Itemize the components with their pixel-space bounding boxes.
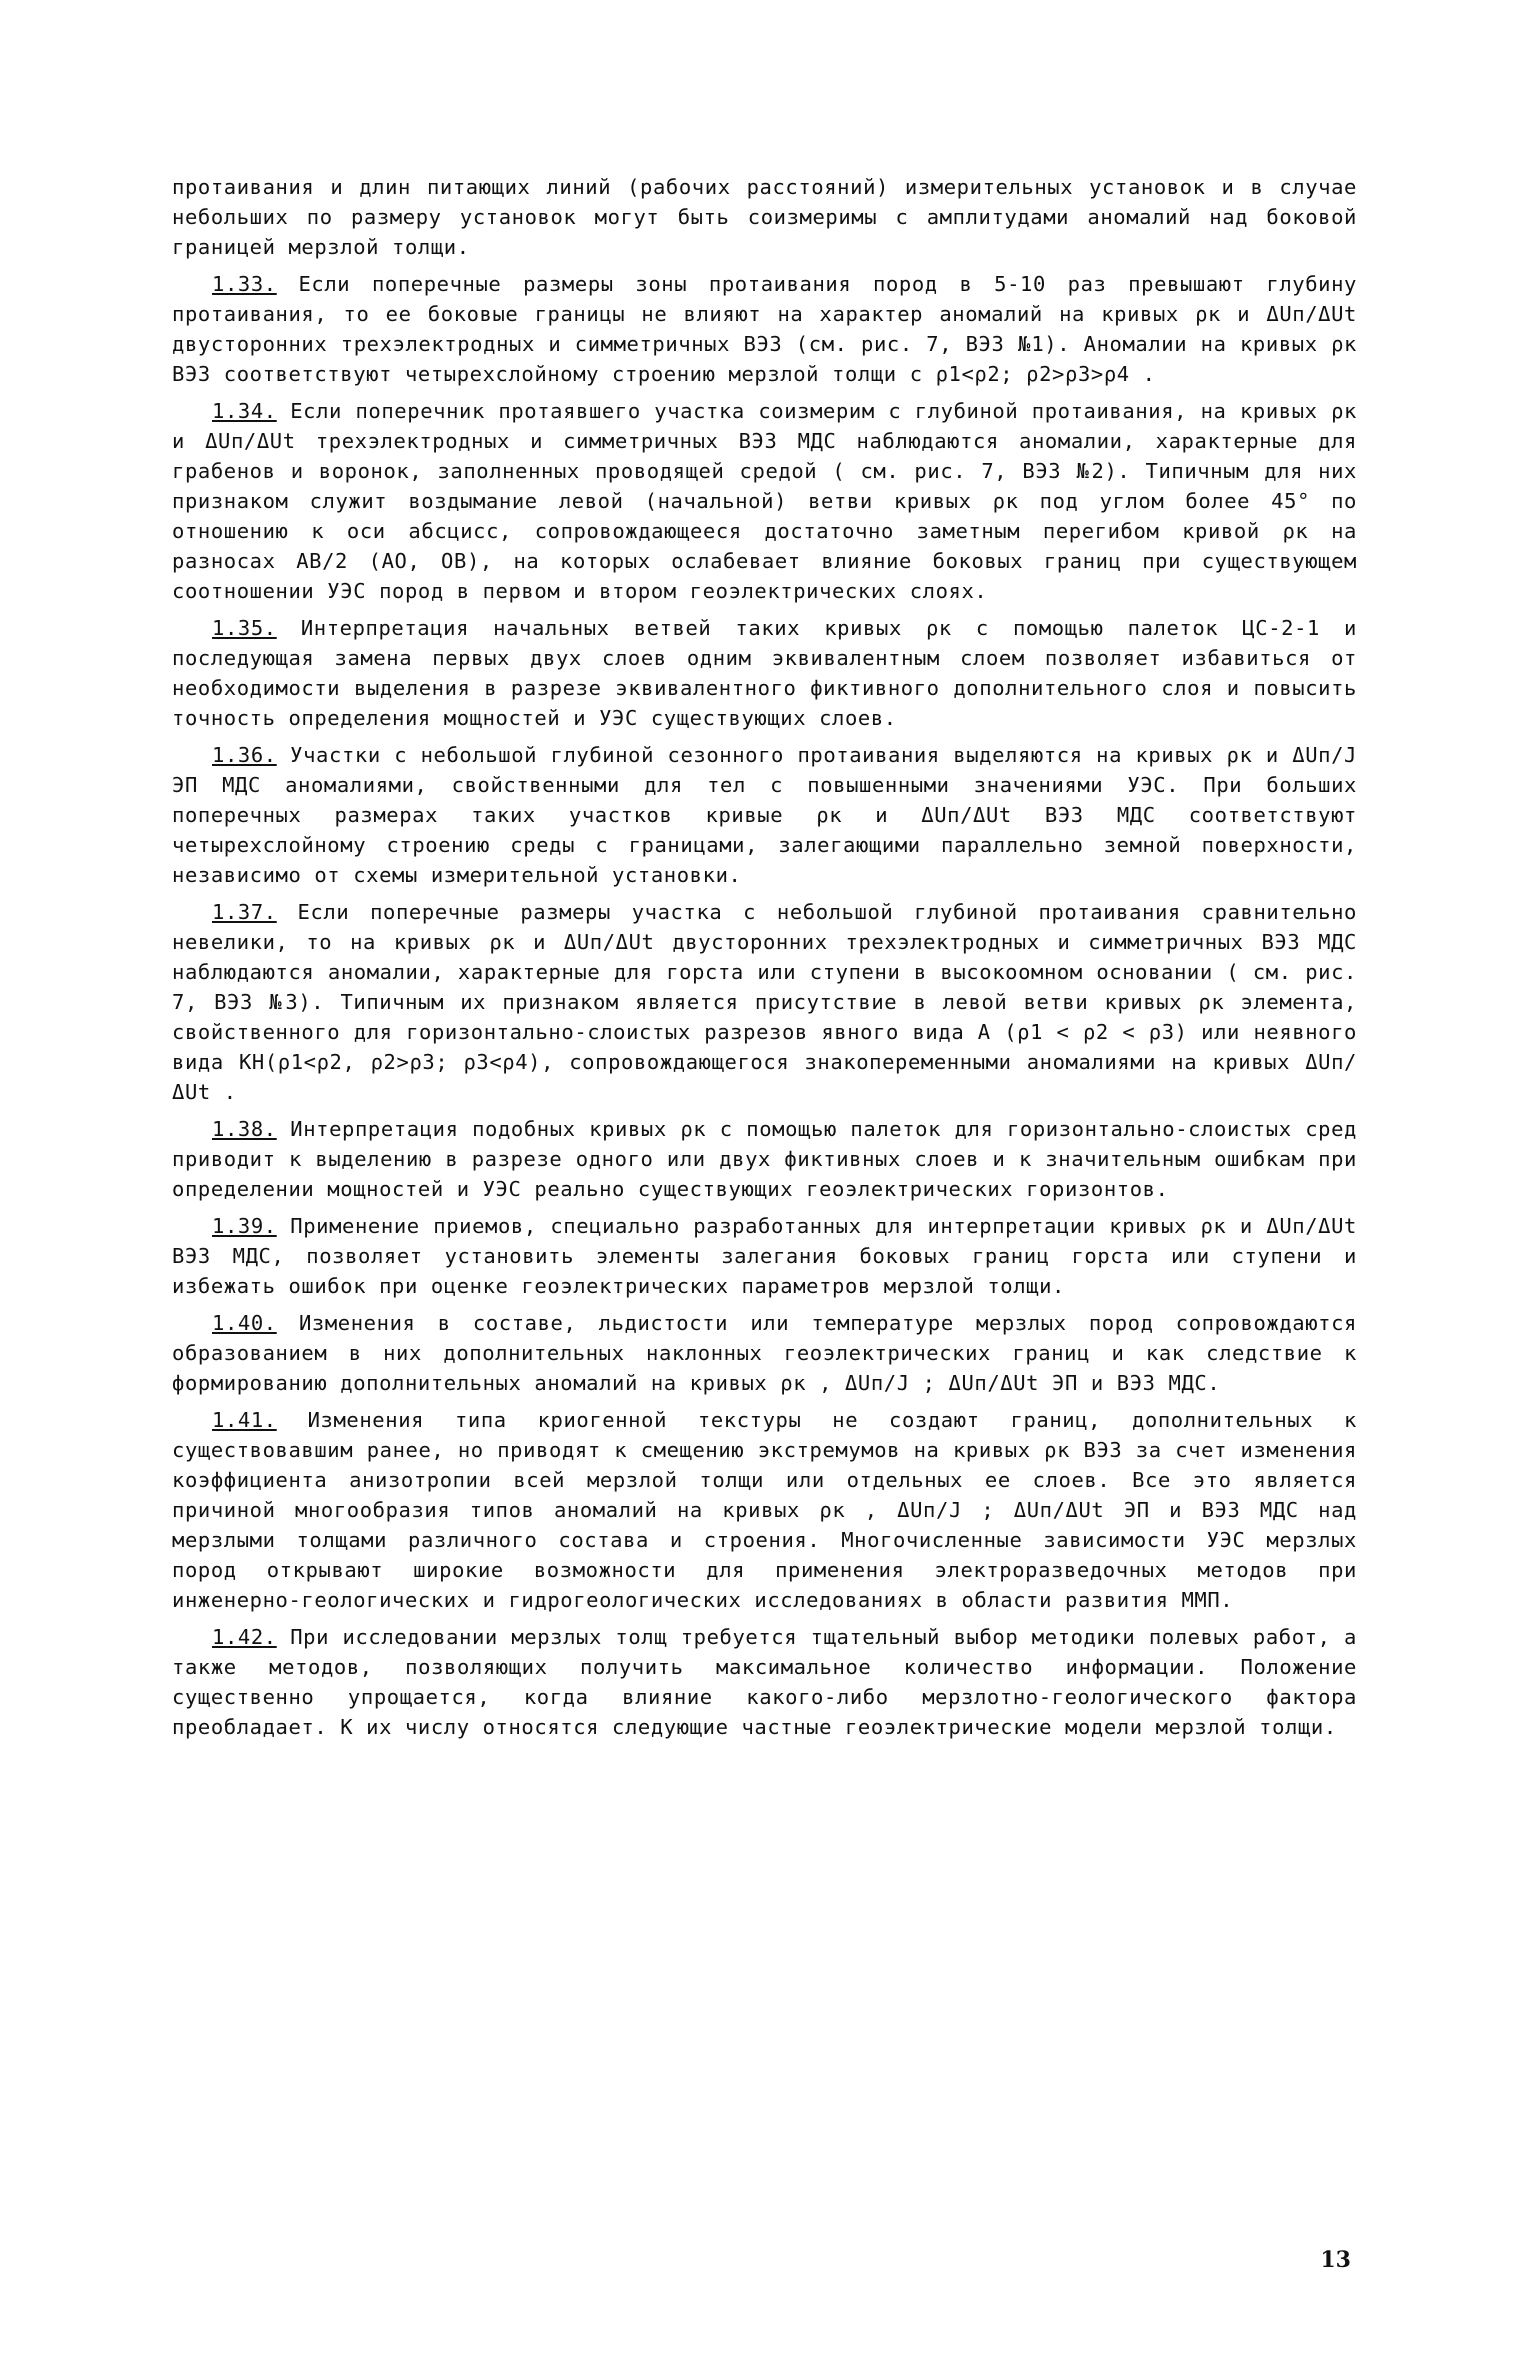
section-number: 1.42. [212,1625,277,1649]
paragraph [172,740,1357,890]
section-number: 1.33. [212,272,277,296]
section-number: 1.40. [212,1311,277,1335]
paragraph-text: Если поперечник протаявшего участка соизмерим с глубиной протаивания, на кривых ρк и ΔUп/ΔUt трехэлектродных и симметричных ВЭЗ МДС наблюдаются аномалии, характерные для грабенов и воронок, заполненных проводящей средой ( см. рис. 7, ВЭЗ №2). Типичным для них признаком служит воздымание левой (начальной) ветви кривых ρк под углом более 45° по отношению к оси абсцисс, сопровождающееся достаточно заметным перегибом кривой ρк на разносах АВ/2 (АО, ОВ), на которых ослабевает влияние боковых границ при существующем соотношении УЭС пород в первом и втором геоэлектрических слоях. [172,399,1357,603]
section-number: 1.36. [212,743,277,767]
paragraph [172,897,1357,1107]
body-text [172,172,1357,1749]
paragraph [172,1211,1357,1301]
paragraph [172,1114,1357,1204]
paragraph [172,172,1357,262]
paragraph-text: Участки с небольшой глубиной сезонного протаивания выделяются на кривых ρк и ΔUп/J ЭП МДС аномалиями, свойственными для тел с повышенными значениями УЭС. При больших поперечных размерах таких участков кривые ρк и ΔUп/ΔUt ВЭЗ МДС соответствуют четырехслойному строению среды с границами, залегающими параллельно земной поверхности, независимо от схемы измерительной установки. [172,743,1357,887]
paragraph [172,1405,1357,1615]
section-number: 1.38. [212,1117,277,1141]
paragraph-text: Интерпретация подобных кривых ρк с помощью палеток для горизонтально-слоистых сред приводит к выделению в разрезе одного или двух фиктивных слоев и к значительным ошибкам при определении мощностей и УЭС реально существующих геоэлектрических горизонтов. [172,1117,1357,1201]
section-number: 1.35. [212,616,277,640]
paragraph [172,396,1357,606]
paragraph-text: Если поперечные размеры зоны протаивания пород в 5-10 раз превышают глубину протаивания, то ее боковые границы не влияют на характер аномалий на кривых ρк и ΔUп/ΔUt двусторонних трехэлектродных и симметричных ВЭЗ (см. рис. 7, ВЭЗ №1). Аномалии на кривых ρк ВЭЗ соответствуют четырехслойному строению мерзлой толщи с ρ1<ρ2; ρ2>ρ3>ρ4 . [172,272,1357,386]
paragraph-text: Применение приемов, специально разработанных для интерпретации кривых ρк и ΔUп/ΔUt ВЭЗ МДС, позволяет установить элементы залегания боковых границ горста или ступени и избежать ошибок при оценке геоэлектрических параметров мерзлой толщи. [172,1214,1357,1298]
paragraph [172,1622,1357,1742]
section-number: 1.39. [212,1214,277,1238]
paragraph-text: Изменения типа криогенной текстуры не создают границ, дополнительных к существовавшим ранее, но приводят к смещению экстремумов на кривых ρк ВЭЗ за счет изменения коэффициента анизотропии всей мерзлой толщи или отдельных ее слоев. Все это является причиной многообразия типов аномалий на кривых ρк , ΔUп/J ; ΔUп/ΔUt ЭП и ВЭЗ МДС над мерзлыми толщами различного состава и строения. Многочисленные зависимости УЭС мерзлых пород открывают широкие возможности для применения электроразведочных методов при инженерно-геологических и гидрогеологических исследованиях в области развития ММП. [172,1408,1357,1612]
paragraph [172,613,1357,733]
paragraph [172,269,1357,389]
section-number: 1.34. [212,399,277,423]
paragraph-text: Изменения в составе, льдистости или температуре мерзлых пород сопровождаются образованием в них дополнительных наклонных геоэлектрических границ и как следствие к формированию дополнительных аномалий на кривых ρк , ΔUп/J ; ΔUп/ΔUt ЭП и ВЭЗ МДС. [172,1311,1357,1395]
paragraph-text: Интерпретация начальных ветвей таких кривых ρк с помощью палеток ЦС-2-1 и последующая замена первых двух слоев одним эквивалентным слоем позволяет избавиться от необходимости выделения в разрезе эквивалентного фиктивного дополнительного слоя и повысить точность определения мощностей и УЭС существующих слоев. [172,616,1357,730]
section-number: 1.41. [212,1408,277,1432]
paragraph [172,1308,1357,1398]
page-number: 13 [1320,2247,1351,2273]
paragraph-text: Если поперечные размеры участка с небольшой глубиной протаивания сравнительно невелики, то на кривых ρк и ΔUп/ΔUt двусторонних трехэлектродных и симметричных ВЭЗ МДС наблюдаются аномалии, характерные для горста или ступени в высокоомном основании ( см. рис. 7, ВЭЗ №3). Типичным их признаком является присутствие в левой ветви кривых ρк элемента, свойственного для горизонтально-слоистых разрезов явного вида А (ρ1 < ρ2 < ρ3) или неявного вида КН(ρ1<ρ2, ρ2>ρ3; ρ3<ρ4), сопровождающегося знакопеременными аномалиями на кривых ΔUп/ΔUt . [172,900,1357,1104]
section-number: 1.37. [212,900,277,924]
paragraph-text: протаивания и длин питающих линий (рабочих расстояний) измерительных установок и в случае небольших по размеру установок могут быть соизмеримы с амплитудами аномалий над боковой границей мерзлой толщи. [172,175,1357,259]
paragraph-text: При исследовании мерзлых толщ требуется тщательный выбор методики полевых работ, а также методов, позволяющих получить максимальное количество информации. Положение существенно упрощается, когда влияние какого-либо мерзлотно-геологического фактора преобладает. К их числу относятся следующие частные геоэлектрические модели мерзлой толщи. [172,1625,1357,1739]
